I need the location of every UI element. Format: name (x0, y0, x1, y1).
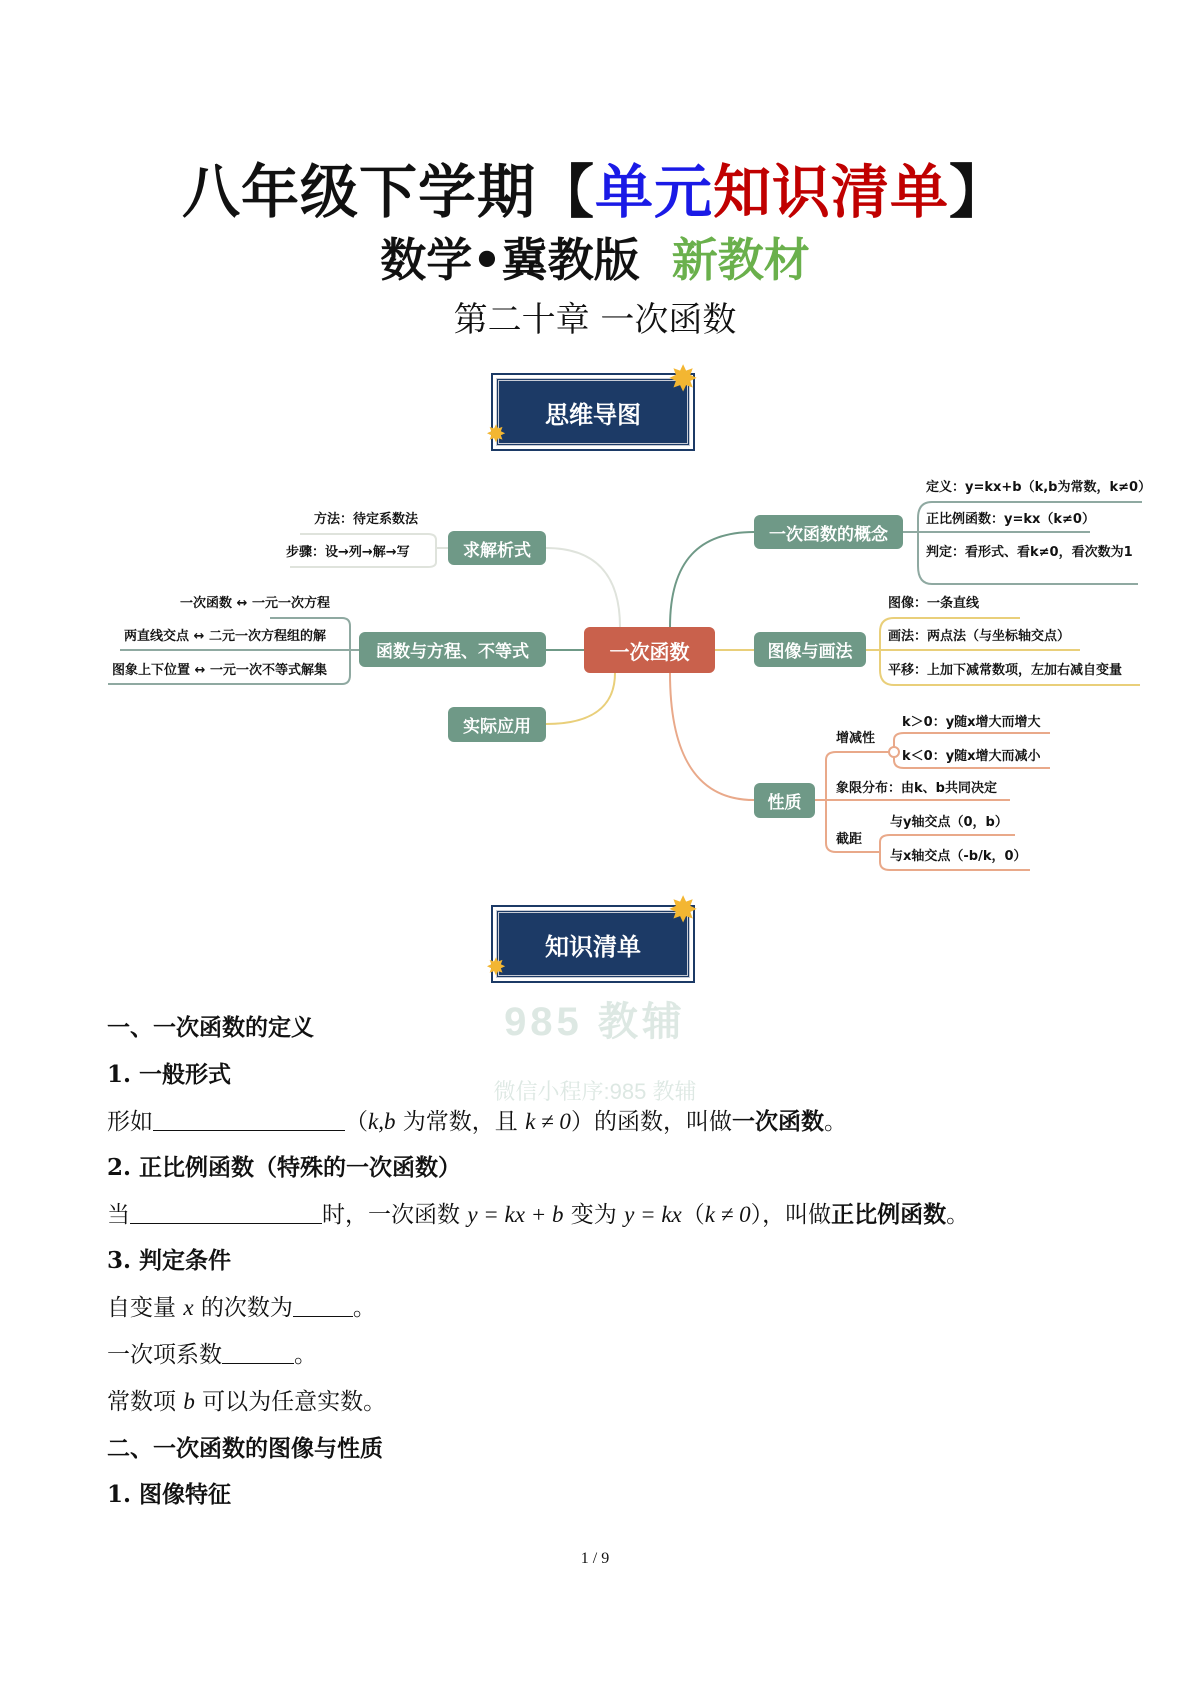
node-center: 一次函数 (584, 627, 715, 673)
leaf: 与y轴交点（0，b） (890, 815, 1008, 830)
leaf: 图像：一条直线 (888, 596, 980, 611)
star-icon: ✸ (486, 953, 507, 981)
paragraph: 常数项 b 可以为任意实数。 (107, 1389, 387, 1415)
chapter-title: 第二十章 一次函数 (453, 300, 737, 340)
fill-blank[interactable] (153, 1109, 345, 1131)
subsection-heading: 1. 一般形式 (107, 1061, 232, 1088)
node-graph: 图像与画法 (754, 632, 866, 667)
node-applications: 实际应用 (448, 707, 546, 742)
leaf: 步骤：设→列→解→写 (286, 545, 410, 560)
leaf: 与x轴交点（-b/k，0） (890, 849, 1027, 864)
leaf: 画法：两点法（与坐标轴交点） (888, 629, 1071, 644)
leaf: 截距 (836, 832, 863, 847)
page-number: 1 / 9 (580, 1550, 610, 1567)
paragraph: 当 时，一次函数 y = kx + b 变为 y = kx（k ≠ 0），叫做正比例函数。 (107, 1201, 970, 1228)
node-concept: 一次函数的概念 (754, 515, 903, 549)
paragraph: 形如 （k,b 为常数，且 k ≠ 0）的函数，叫做一次函数。 (107, 1108, 847, 1135)
leaf: 定义：y=kx+b（k,b为常数，k≠0） (926, 480, 1152, 495)
fill-blank[interactable] (293, 1295, 353, 1317)
leaf: k＞0：y随x增大而增大 (902, 715, 1041, 730)
leaf: 正比例函数：y=kx（k≠0） (926, 512, 1095, 527)
subsection-heading: 1. 图像特征 (107, 1481, 232, 1508)
section-2-heading: 二、一次函数的图像与性质 (107, 1435, 383, 1462)
node-properties: 性质 (754, 783, 815, 818)
main-title: 八年级下学期【单元知识清单】 (181, 158, 1009, 226)
leaf: 一次函数 ↔ 一元一次方程 (180, 596, 330, 611)
leaf: 方法：待定系数法 (314, 512, 419, 527)
leaf: 两直线交点 ↔ 二元一次方程组的解 (124, 629, 326, 644)
star-icon: ✸ (486, 420, 507, 448)
checklist-badge: 知识清单 (496, 910, 690, 978)
fill-blank[interactable] (130, 1202, 322, 1224)
leaf: k＜0：y随x增大而减小 (902, 749, 1041, 764)
leaf: 增减性 (836, 731, 876, 746)
subsection-heading: 3. 判定条件 (107, 1247, 232, 1274)
section-1-heading: 一、一次函数的定义 (107, 1014, 314, 1041)
subsection-heading: 2. 正比例函数（特殊的一次函数） (107, 1154, 462, 1181)
watermark: 985 教辅 微信小程序:985 教辅 (493, 1000, 697, 1104)
leaf: 图象上下位置 ↔ 一元一次不等式解集 (112, 663, 327, 678)
fill-blank[interactable] (222, 1342, 294, 1364)
node-equations-inequalities: 函数与方程、不等式 (359, 632, 546, 667)
star-icon: ✸ (668, 890, 699, 931)
leaf: 象限分布：由k、b共同决定 (836, 781, 997, 796)
subtitle: 数学•冀教版 新教材 (380, 233, 810, 287)
leaf: 平移：上加下减常数项，左加右减自变量 (888, 663, 1123, 678)
node-find-expression: 求解析式 (448, 531, 546, 565)
star-icon: ✸ (668, 359, 699, 400)
paragraph: 自变量 x 的次数为 。 (107, 1295, 376, 1321)
mindmap-badge: 思维导图 (496, 378, 690, 446)
paragraph: 一次项系数 。 (107, 1342, 317, 1368)
leaf: 判定：看形式、看k≠0，看次数为1 (926, 545, 1133, 560)
